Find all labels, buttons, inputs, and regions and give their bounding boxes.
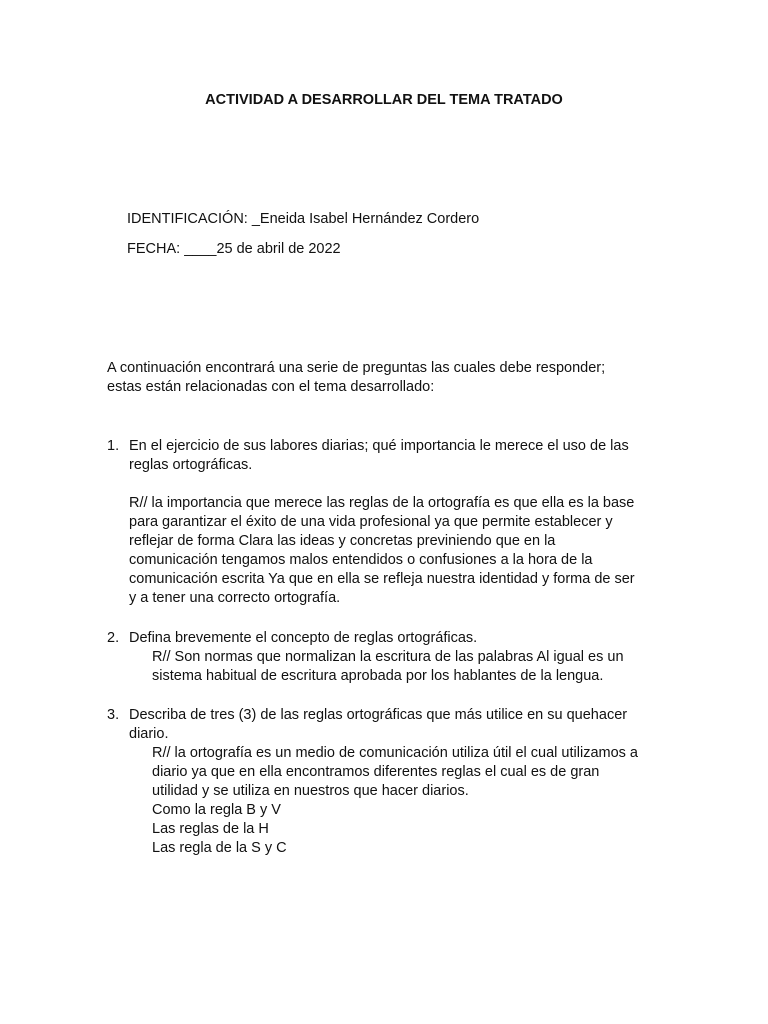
question-2 — [107, 629, 667, 686]
question-line: Describa de tres (3) de las reglas ortográficas que más utilice en su quehacer — [129, 707, 628, 723]
question-1 — [107, 437, 667, 608]
answer-line: R// Son normas que normalizan la escritura de las palabras Al igual es un — [152, 649, 624, 665]
question-text — [129, 437, 667, 475]
question-line: reglas ortográficas. — [129, 457, 253, 473]
answer-line: Las reglas de la H — [152, 821, 269, 837]
question-3 — [107, 706, 667, 858]
intro-line: estas están relacionadas con el tema desarrollado: — [107, 379, 435, 395]
question-line: Defina brevemente el concepto de reglas ortográficas. — [129, 630, 478, 646]
answer-line: R// la ortografía es un medio de comunicación utiliza útil el cual utilizamos a — [152, 745, 638, 761]
answer-line: comunicación tengamos malos entendidos o confusiones a la hora de la — [129, 552, 593, 568]
intro-paragraph — [107, 359, 667, 397]
intro-line: A continuación encontrará una serie de preguntas las cuales debe responder; — [107, 360, 606, 376]
identification-line: IDENTIFICACIÓN: _Eneida Isabel Hernández Cordero — [127, 211, 480, 227]
question-line: En el ejercicio de sus labores diarias; qué importancia le merece el uso de las — [129, 438, 629, 454]
answer-text — [152, 744, 667, 858]
question-number: 3. — [107, 707, 120, 723]
question-text — [129, 629, 667, 648]
answer-line: y a tener una correcto ortografía. — [129, 590, 341, 606]
answer-line: R// la importancia que merece las reglas de la ortografía es que ella es la base — [129, 495, 635, 511]
question-text — [129, 706, 667, 744]
answer-line: Como la regla B y V — [152, 802, 281, 818]
answer-line: para garantizar el éxito de una vida profesional ya que permite establecer y — [129, 514, 613, 530]
date-line: FECHA: ____25 de abril de 2022 — [127, 241, 341, 257]
question-line: diario. — [129, 726, 169, 742]
answer-line: utilidad y se utiliza en nuestros que hacer diarios. — [152, 783, 469, 799]
answer-line: reflejar de forma Clara las ideas y concretas previniendo que en la — [129, 533, 556, 549]
answer-text — [129, 494, 667, 608]
answer-line: comunicación escrita Ya que en ella se refleja nuestra identidad y forma de ser — [129, 571, 635, 587]
document-title: ACTIVIDAD A DESARROLLAR DEL TEMA TRATADO — [205, 92, 563, 108]
question-number: 1. — [107, 438, 120, 454]
answer-line: sistema habitual de escritura aprobada por los hablantes de la lengua. — [152, 668, 604, 684]
answer-line: diario ya que en ella encontramos diferentes reglas el cual es de gran — [152, 764, 600, 780]
answer-line: Las regla de la S y C — [152, 840, 287, 856]
question-number: 2. — [107, 630, 120, 646]
answer-text — [152, 648, 667, 686]
